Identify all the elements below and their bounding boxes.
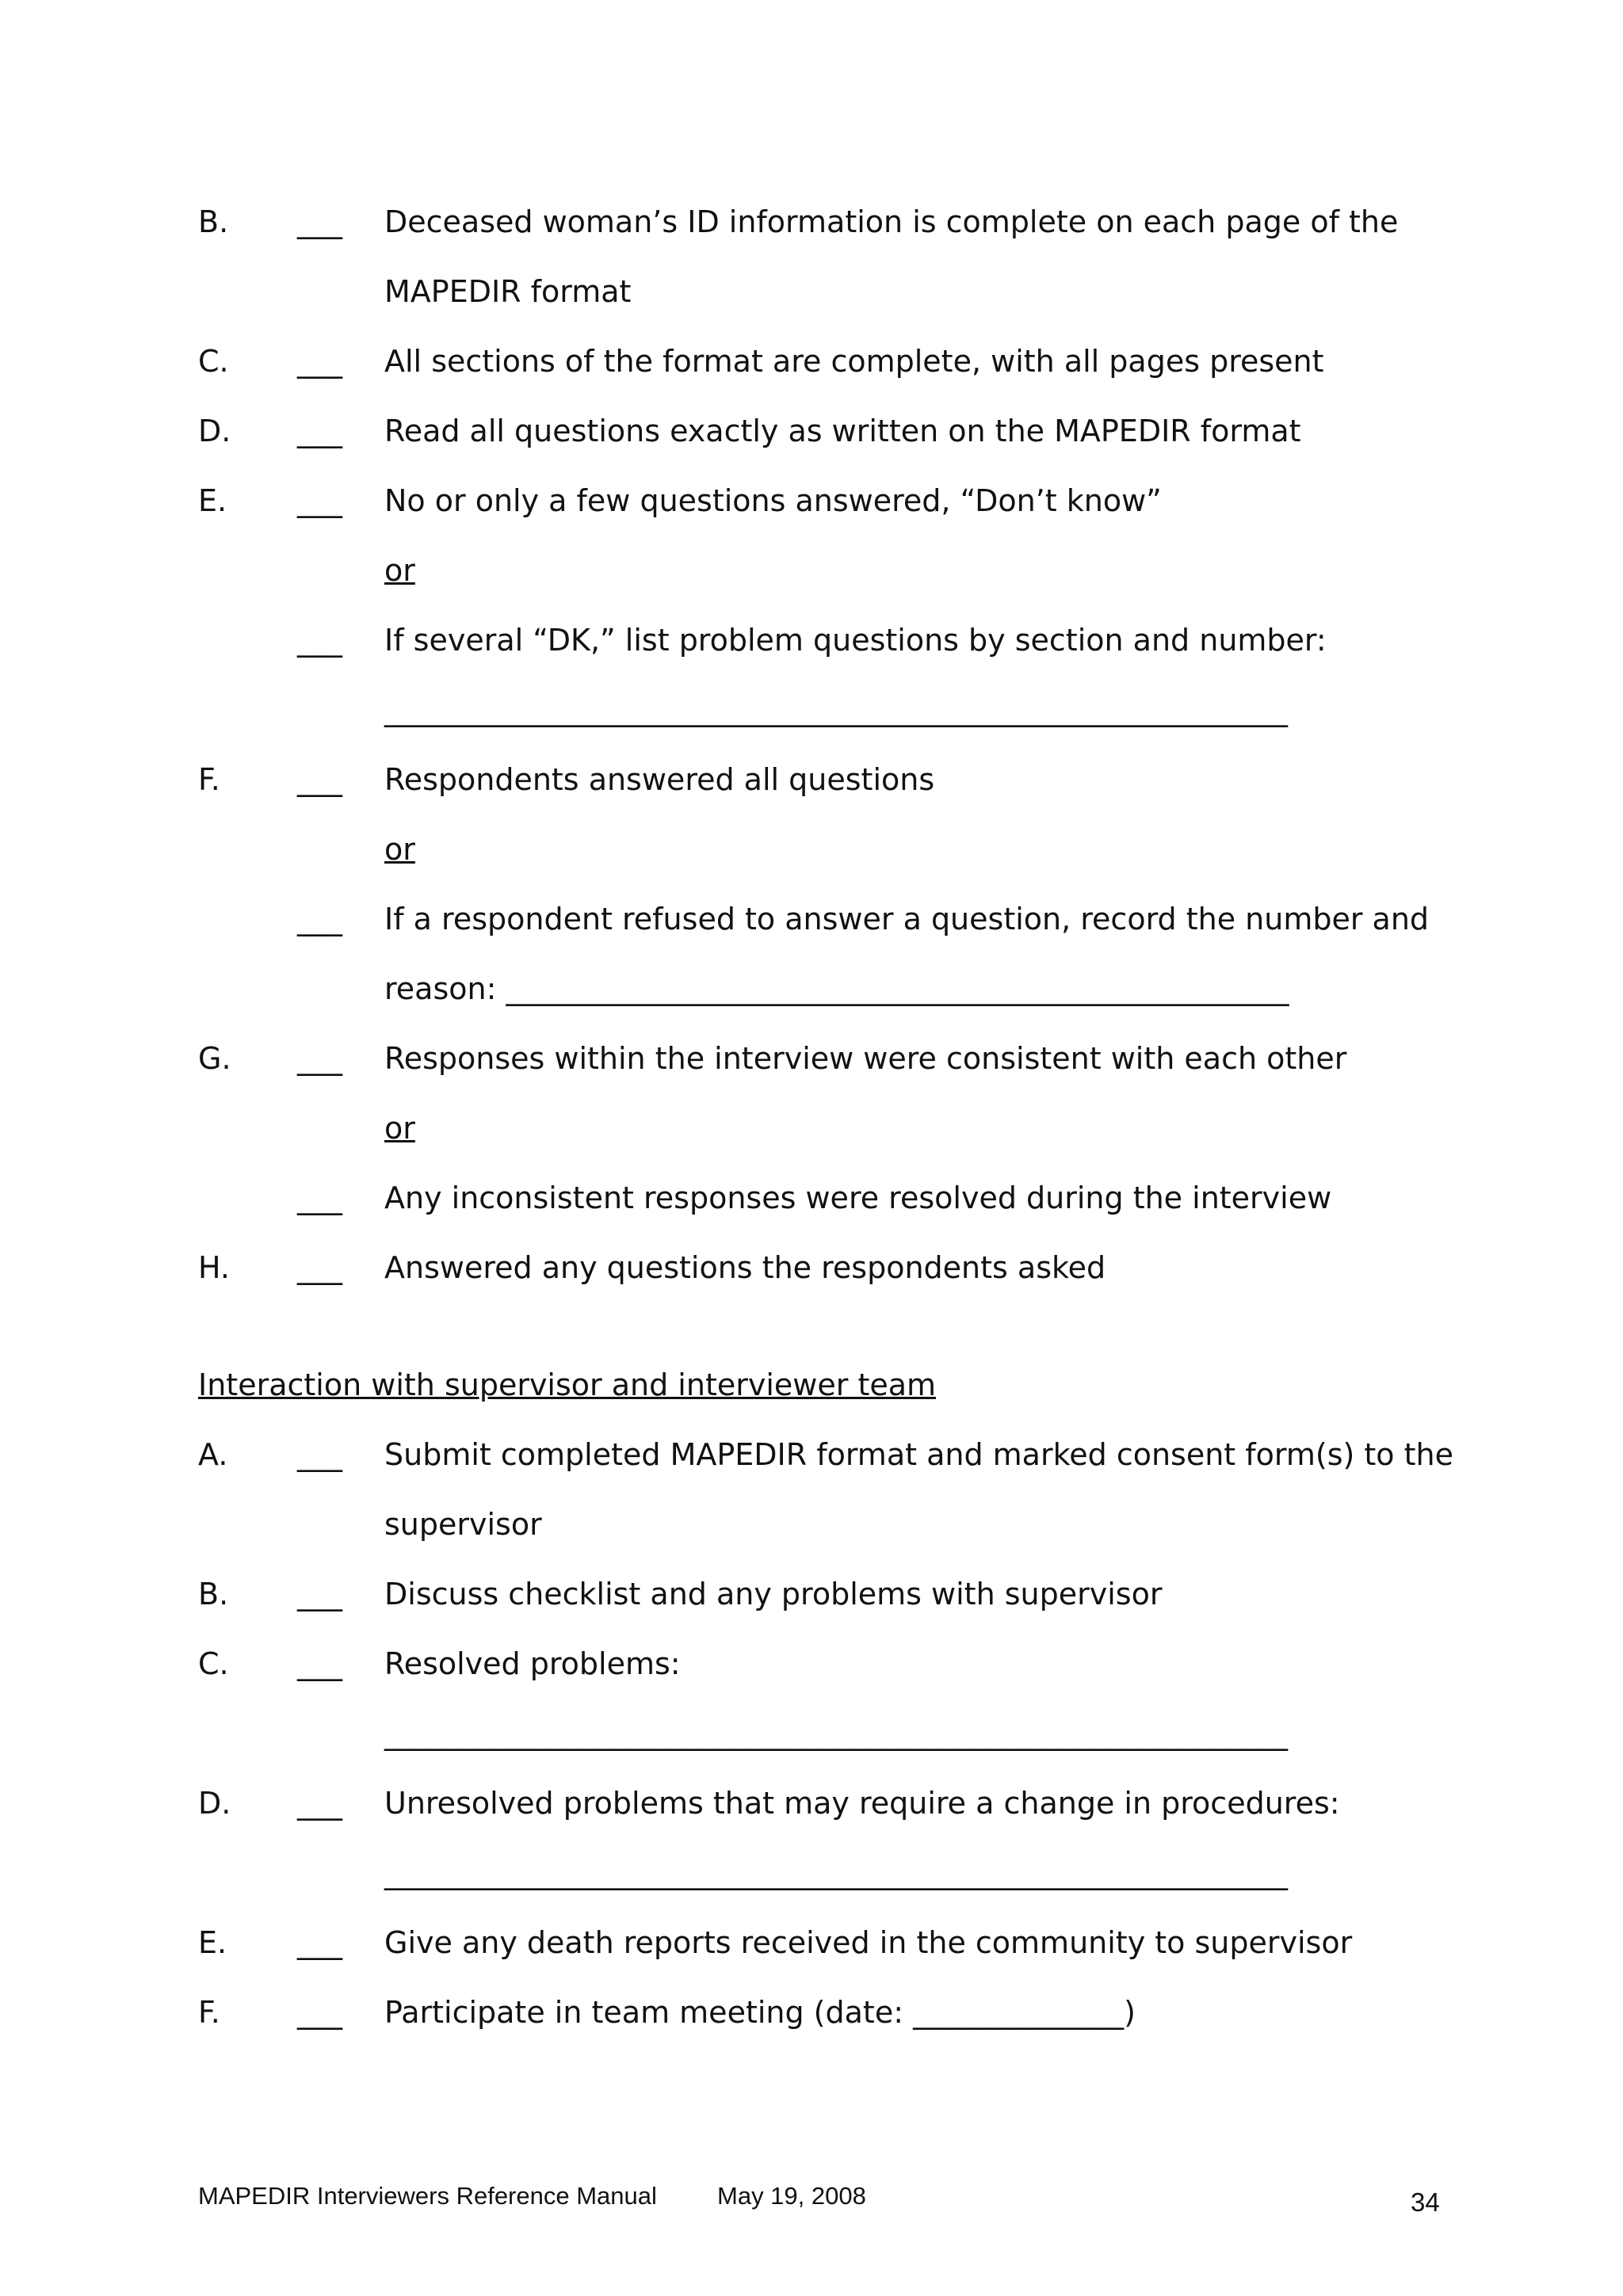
item-letter: F. xyxy=(198,762,220,797)
checkbox-blank: ___ xyxy=(297,483,342,518)
item-letter: H. xyxy=(198,1250,230,1285)
checklist-item-e-alt xyxy=(0,616,1623,664)
checklist-item-f-alt xyxy=(0,895,1623,943)
checklist-item-d xyxy=(0,407,1623,455)
item-text: Respondents answered all questions xyxy=(384,762,935,797)
supervisor-item-e xyxy=(0,1919,1623,1966)
answer-line-text: ____________________________________________________________ xyxy=(384,1716,1288,1751)
checklist-item-continuation xyxy=(0,268,1623,315)
item-text: If a respondent refused to answer a question, record the number and xyxy=(384,902,1430,936)
item-text: Give any death reports received in the community to supervisor xyxy=(384,1925,1353,1960)
supervisor-item-c xyxy=(0,1640,1623,1688)
supervisor-item-d xyxy=(0,1779,1623,1827)
checkbox-blank: ___ xyxy=(297,1995,342,2030)
answer-line-text: ____________________________________________________________ xyxy=(384,692,1288,727)
checkbox-blank: ___ xyxy=(297,902,342,936)
checklist-item-c xyxy=(0,338,1623,385)
item-letter: B. xyxy=(198,1577,229,1611)
checkbox-blank: ___ xyxy=(297,344,342,379)
reason-line-text: reason: ____________________________________________________ xyxy=(384,971,1289,1006)
item-text: Resolved problems: xyxy=(384,1646,681,1681)
checkbox-blank: ___ xyxy=(297,762,342,797)
checkbox-blank: ___ xyxy=(297,623,342,658)
item-text: Discuss checklist and any problems with supervisor xyxy=(384,1577,1163,1611)
or-label: or xyxy=(384,553,415,588)
section-heading xyxy=(0,1361,1623,1409)
supervisor-item-b xyxy=(0,1570,1623,1618)
checklist-item-f xyxy=(0,756,1623,803)
item-letter: C. xyxy=(198,344,229,379)
item-text: All sections of the format are complete, with all pages present xyxy=(384,344,1324,379)
item-letter: D. xyxy=(198,1786,231,1821)
item-text: Participate in team meeting (date: ______________) xyxy=(384,1995,1136,2030)
checkbox-blank: ___ xyxy=(297,1180,342,1215)
item-letter: F. xyxy=(198,1995,220,2030)
supervisor-item-f xyxy=(0,1989,1623,2036)
item-letter: D. xyxy=(198,414,231,448)
checkbox-blank: ___ xyxy=(297,1925,342,1960)
checkbox-blank: ___ xyxy=(297,1577,342,1611)
item-letter: G. xyxy=(198,1041,231,1076)
page-number: 34 xyxy=(1411,2187,1440,2217)
item-letter: C. xyxy=(198,1646,229,1681)
item-text: Read all questions exactly as written on the MAPEDIR format xyxy=(384,414,1301,448)
footer-date: May 19, 2008 xyxy=(717,2182,866,2210)
or-label: or xyxy=(384,832,415,867)
supervisor-item-a xyxy=(0,1431,1623,1478)
item-text: Deceased woman’s ID information is complete on each page of the xyxy=(384,204,1399,239)
item-text: Submit completed MAPEDIR format and marked consent form(s) to the xyxy=(384,1437,1453,1472)
or-separator xyxy=(0,826,1623,873)
item-letter: E. xyxy=(198,1925,227,1960)
checkbox-blank: ___ xyxy=(297,1250,342,1285)
checklist-item-e xyxy=(0,477,1623,524)
checkbox-blank: ___ xyxy=(297,1646,342,1681)
item-text: Unresolved problems that may require a change in procedures: xyxy=(384,1786,1340,1821)
item-letter: E. xyxy=(198,483,227,518)
checklist-item-h xyxy=(0,1244,1623,1291)
answer-line xyxy=(0,1849,1623,1897)
footer-title: MAPEDIR Interviewers Reference Manual xyxy=(198,2182,657,2210)
item-letter: B. xyxy=(198,204,229,239)
checkbox-blank: ___ xyxy=(297,1437,342,1472)
checkbox-blank: ___ xyxy=(297,1041,342,1076)
reason-line xyxy=(0,965,1623,1013)
item-text: supervisor xyxy=(384,1507,542,1542)
item-text: Answered any questions the respondents asked xyxy=(384,1250,1106,1285)
item-text: If several “DK,” list problem questions by section and number: xyxy=(384,623,1327,658)
or-separator xyxy=(0,547,1623,594)
item-letter: A. xyxy=(198,1437,228,1472)
or-separator xyxy=(0,1104,1623,1152)
checklist-item-g xyxy=(0,1035,1623,1082)
item-text: No or only a few questions answered, “Don’t know” xyxy=(384,483,1162,518)
checklist-item-b xyxy=(0,198,1623,246)
checkbox-blank: ___ xyxy=(297,204,342,239)
answer-line xyxy=(0,686,1623,734)
section-heading-text: Interaction with supervisor and interviewer team xyxy=(198,1367,937,1402)
answer-line xyxy=(0,1710,1623,1757)
item-text: MAPEDIR format xyxy=(384,274,632,309)
checklist-item-g-alt xyxy=(0,1174,1623,1222)
or-label: or xyxy=(384,1111,415,1146)
checkbox-blank: ___ xyxy=(297,414,342,448)
checkbox-blank: ___ xyxy=(297,1786,342,1821)
item-text: Responses within the interview were consistent with each other xyxy=(384,1041,1347,1076)
answer-line-text: ____________________________________________________________ xyxy=(384,1855,1288,1890)
item-text: Any inconsistent responses were resolved during the interview xyxy=(384,1180,1332,1215)
supervisor-item-continuation xyxy=(0,1501,1623,1548)
